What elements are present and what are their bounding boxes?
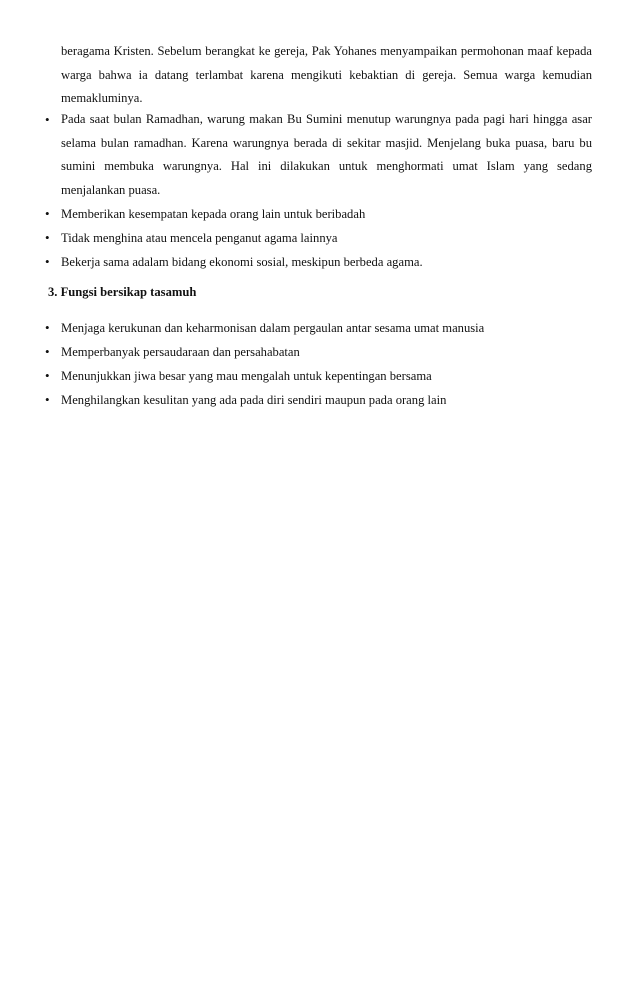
continuation-paragraph: beragama Kristen. Sebelum berangkat ke gereja, Pak Yohanes menyampaikan permohonan maaf kepada warga bahwa ia datang terlambat karena mengikuti kebaktian di gereja. Semua warga kemudian memakluminya. [61, 44, 592, 106]
list-item [0, 108, 592, 202]
bullet-icon: • [45, 320, 50, 335]
bullet-list-functions [0, 316, 638, 412]
list-item-text: Menghilangkan kesulitan yang ada pada diri sendiri maupun pada orang lain [61, 393, 447, 407]
list-item-text: Bekerja sama adalam bidang ekonomi sosial, meskipun berbeda agama. [61, 255, 423, 270]
list-item-text: Tidak menghina atau mencela penganut agama lainnya [61, 231, 338, 246]
bullet-list-examples [0, 108, 638, 274]
bullet-icon: • [45, 206, 50, 222]
list-item-text: Memberikan kesempatan kepada orang lain untuk beribadah [61, 207, 366, 222]
list-item [0, 250, 592, 274]
bullet-icon: • [45, 368, 50, 383]
list-item-text: Pada saat bulan Ramadhan, warung makan Bu Sumini menutup warungnya pada pagi hari hingga asar selama bulan ramadhan. Karena warungnya berada di sekitar masjid. Menjelang buka puasa, baru bu sumini membuka warungnya. Hal ini dilakukan untuk menghormati umat Islam yang sedang menjalankan puasa. [61, 112, 592, 197]
bullet-icon: • [45, 344, 50, 359]
bullet-icon: • [45, 254, 50, 270]
list-item [0, 388, 592, 412]
bullet-icon: • [45, 112, 50, 127]
list-item [0, 340, 592, 364]
list-item [0, 316, 592, 340]
list-item [0, 202, 592, 226]
bullet-icon: • [45, 230, 50, 246]
list-item [0, 226, 592, 250]
list-item-text: Menunjukkan jiwa besar yang mau mengalah untuk kepentingan bersama [61, 369, 432, 383]
section-heading: 3. Fungsi bersikap tasamuh [48, 285, 197, 299]
list-item [0, 364, 592, 388]
list-item-text: Memperbanyak persaudaraan dan persahabatan [61, 345, 300, 359]
list-item-text: Menjaga kerukunan dan keharmonisan dalam pergaulan antar sesama umat manusia [61, 321, 485, 335]
bullet-icon: • [45, 392, 50, 407]
